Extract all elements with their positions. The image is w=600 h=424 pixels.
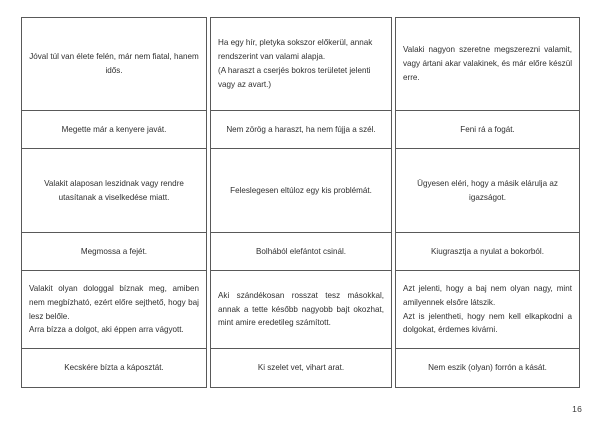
cell-text: Kecskére bízta a káposztát. xyxy=(64,363,164,373)
page-number: 16 xyxy=(572,404,582,414)
table-cell xyxy=(22,111,206,149)
table-cell xyxy=(22,18,206,111)
table-cell xyxy=(396,149,579,233)
cell-text: Nem eszik (olyan) forrón a kását. xyxy=(428,363,547,373)
cell-text: Feni rá a fogát. xyxy=(460,124,515,134)
cell-text: Ügyesen eléri, hogy a másik elárulja az igazságot. xyxy=(417,178,558,202)
table-cell xyxy=(22,233,206,271)
cell-text: Ha egy hír, pletyka sokszor előkerül, annak rendszerint van valami alapja. (A haraszt a cserjés bokros területet jelenti vagy az avart.) xyxy=(218,38,373,89)
table-cell xyxy=(211,149,391,233)
cell-text: Valakit alaposan leszidnak vagy rendre utasítanak a viselkedése miatt. xyxy=(44,178,184,202)
cell-text: Bolhából elefántot csinál. xyxy=(256,246,346,256)
cell-text: Jóval túl van élete felén, már nem fiatal, hanem idős. xyxy=(29,52,199,75)
cell-text: Valaki nagyon szeretne megszerezni valamit, vagy ártani akar valakinek, és már előre készül erre. xyxy=(403,45,572,82)
table-cell xyxy=(211,349,391,387)
table-cell xyxy=(22,149,206,233)
table-cell xyxy=(22,271,206,349)
cell-text: Megette már a kenyere javát. xyxy=(61,124,167,134)
table-cell xyxy=(211,111,391,149)
table-cell xyxy=(211,18,391,111)
table-cell xyxy=(22,349,206,387)
table-cell xyxy=(396,111,579,149)
table-cell xyxy=(211,233,391,271)
idiom-column-3 xyxy=(395,17,580,388)
cell-text: Nem zörög a haraszt, ha nem fújja a szél. xyxy=(226,124,376,134)
cell-text: Kiugrasztja a nyulat a bokorból. xyxy=(431,246,544,256)
cell-text: Megmossa a fejét. xyxy=(80,246,148,256)
idiom-table-group xyxy=(21,17,580,388)
table-cell xyxy=(396,271,579,349)
table-cell xyxy=(396,233,579,271)
table-cell xyxy=(396,18,579,111)
cell-text: Aki szándékosan rosszat tesz másokkal, annak a tette később nagyobb bajt okozhat, mint amire eredetileg számított. xyxy=(218,290,384,328)
cell-text: Azt jelenti, hogy a baj nem olyan nagy, mint amilyennek elsőre látszik. Azt is jelentheti, hogy nem kell elkapkodni a dolgokat, érdemes kivárni. xyxy=(403,283,572,335)
cell-text: Valakit olyan dologgal bíznak meg, amiben nem megbízható, ezért előre sejthető, hogy baj lesz belőle. Arra bízza a dolgot, aki éppen arra vágyott. xyxy=(29,283,199,335)
table-cell xyxy=(396,349,579,387)
idiom-column-1 xyxy=(21,17,207,388)
cell-text: Feleslegesen eltúloz egy kis problémát. xyxy=(230,185,372,195)
table-cell xyxy=(211,271,391,349)
idiom-column-2 xyxy=(210,17,392,388)
cell-text: Ki szelet vet, vihart arat. xyxy=(257,363,345,373)
